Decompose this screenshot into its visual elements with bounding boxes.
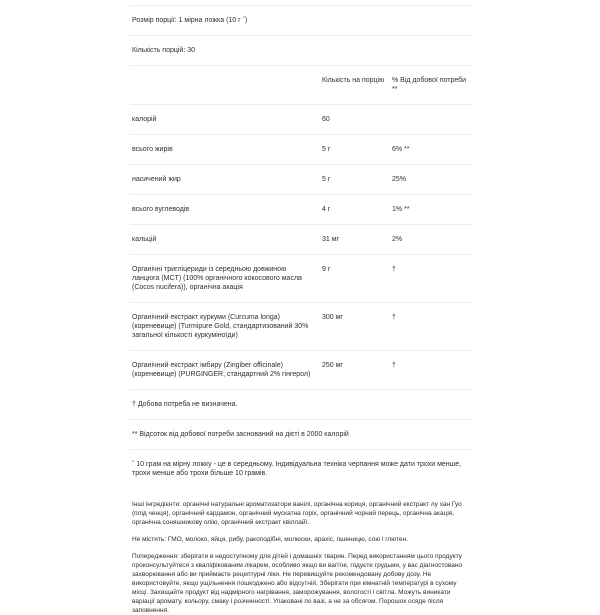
does-not-contain-paragraph: Не містить: ГМО, молоко, яйця, рибу, ракоподібні, молюски, арахіс, пшеницю, сою і глютен. (132, 536, 408, 543)
nutrient-amount: 5 г (322, 176, 331, 183)
nutrient-label: насичений жир (132, 176, 181, 183)
table-row-ginger-extract (130, 351, 472, 390)
table-row-total-carbs (130, 195, 472, 225)
nutrient-amount: 250 мг (322, 362, 343, 369)
nutrient-daily-value: 25% (392, 176, 407, 183)
nutrient-amount: 60 (322, 116, 330, 123)
nutrient-daily-value: 1% ** (392, 206, 410, 213)
column-header-amount: Кількість на порцію (322, 77, 385, 84)
footnote-daily-value-not-established (130, 390, 472, 420)
nutrient-daily-value: † (392, 362, 396, 369)
supplement-facts-table (130, 5, 472, 488)
servings-per-container-text: Кількість порцій: 30 (132, 47, 196, 54)
nutrient-label: Органічні тригліцериди із середньою довжиною ланцюга (MCT) (100% органічного кокосового масла (Cocos nucifera)), органічна акація (132, 266, 302, 291)
table-row-calories (130, 105, 472, 135)
nutrient-label: всього жирів (132, 146, 173, 153)
footnote-scoop-weight (130, 450, 472, 488)
nutrient-label: Органічний екстракт куркуми (Curcuma longa) (кореневище) (Turmipure Gold, стандартизований 30% загальної кількості куркуміноїди) (132, 314, 309, 339)
other-ingredients-paragraph: Інші інгредієнти: органічні натуральні ароматизатори ванілі, органічна кориця, органічний екстракт лу хан Гуо (плід ченця), органічний кардамон, органічний мускатна горіх, органічний чорний перець, органічна акація, органічна соняшникову олію, органічний екстракт квіллайї. (132, 501, 462, 526)
nutrient-daily-value: 2% (392, 236, 403, 243)
serving-size-text: Розмір порції: 1 мірна ложка (10 г ˆ) (132, 17, 248, 24)
warnings-paragraph: Попередження: зберігати в недоступному для дітей і домашніх тварин. Перед використанням цього продукту проконсультуйтеся з кваліфікованим лікарем, особливо якщо ви вагітні, годуєте грудьми, у вас діагностовано захворювання або ви приймаєте рецептурні ліки. Не перевищуйте рекомендовану добову дозу. Не використовуйте, якщо ущільнення пошкоджено або відсутній. Зберігати при кімнатній температурі в сухому місці. Захищайте продукт від надмірного нагрівання, заморожування, вологості і світла. Можуть виникати варіації аромату, кольору, смаку і розчинності. Упаковані по вазі, а не за обсягом. Порошок осяде після заповнення. (132, 553, 463, 614)
nutrient-label: Органічний екстракт імбиру (Zingiber officinale) (кореневище) (PURGINGER, стандартний 2% гінгерол) (132, 362, 311, 378)
label-paragraphs (130, 500, 472, 615)
servings-per-container-row (130, 36, 472, 66)
nutrient-daily-value: 6% ** (392, 146, 410, 153)
nutrient-amount: 5 г (322, 146, 331, 153)
table-row-mct (130, 255, 472, 303)
serving-size-row (130, 6, 472, 36)
footnote-text: ** Відсоток від добової потреби заснований на дієті в 2000 калорій (132, 431, 349, 438)
table-row-total-fat (130, 135, 472, 165)
table-header-row (130, 66, 472, 105)
nutrient-label: всього вуглеводів (132, 206, 190, 213)
footnote-percent-daily-value (130, 420, 472, 450)
footnote-text: † Добова потреба не визначена. (132, 401, 238, 408)
supplement-facts-panel (130, 5, 472, 615)
footnote-text: ˆ 10 грам на мірну ложку - це в середньому. Індивідуальна техніка черпання може дати трохи менше, трохи менше або трохи більше 10 грамів. (132, 461, 462, 477)
nutrient-label: кальцій (132, 236, 157, 243)
nutrient-amount: 31 мг (322, 236, 340, 243)
nutrient-daily-value: † (392, 314, 396, 321)
column-header-daily-value: % Від добової потреби ** (392, 77, 467, 93)
nutrient-label: калорій (132, 116, 157, 123)
table-row-turmeric-extract (130, 303, 472, 351)
table-row-calcium (130, 225, 472, 255)
table-row-saturated-fat (130, 165, 472, 195)
nutrient-daily-value: † (392, 266, 396, 273)
nutrient-amount: 4 г (322, 206, 331, 213)
nutrient-amount: 9 г (322, 266, 331, 273)
nutrient-amount: 300 мг (322, 314, 343, 321)
